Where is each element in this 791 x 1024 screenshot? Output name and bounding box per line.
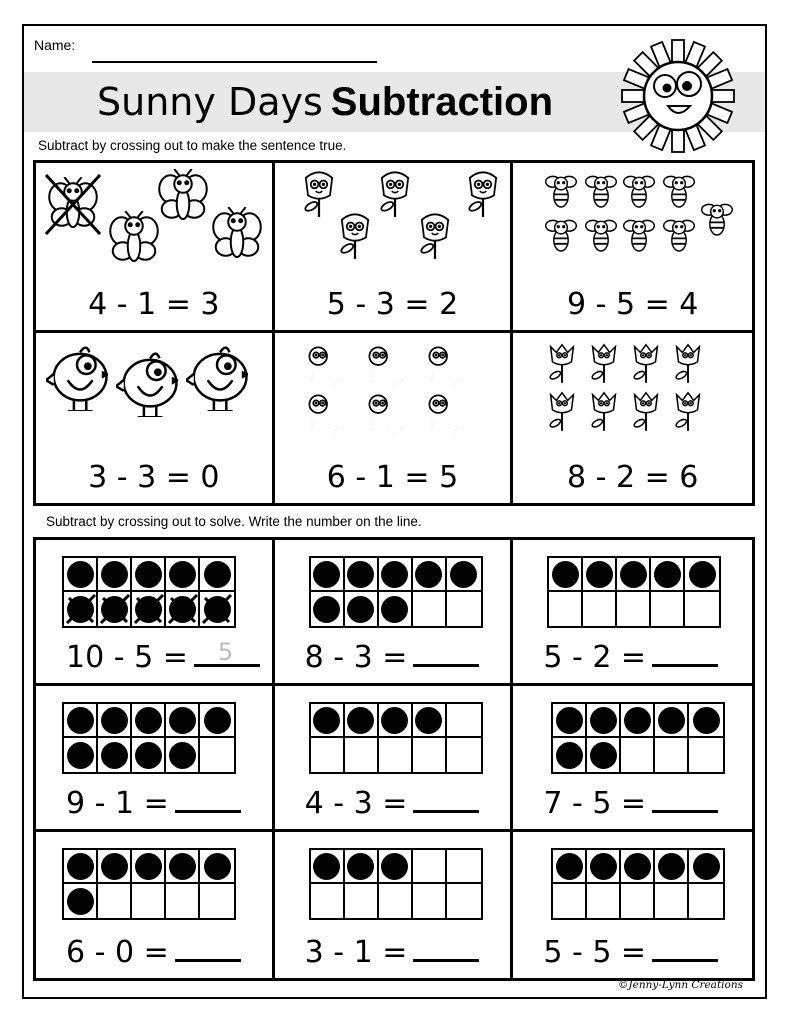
counter-dot[interactable] <box>67 853 94 880</box>
ten-frame-box[interactable] <box>379 850 413 884</box>
ten-frame-box[interactable] <box>651 558 685 592</box>
tulip-icon[interactable] <box>543 341 581 387</box>
cross-out-mark <box>98 592 132 626</box>
equation-text: 3 - 3 = 0 <box>88 460 220 495</box>
ten-frame-box[interactable] <box>132 738 166 772</box>
equation-text: 5 - 2 = <box>543 640 647 675</box>
counter-dot[interactable] <box>415 561 442 588</box>
counter-dot[interactable] <box>658 707 685 734</box>
bee-pictures <box>513 163 752 278</box>
bird-pictures <box>36 333 272 448</box>
ten-frame-problem-cell[interactable] <box>275 686 514 832</box>
ten-frame-box[interactable] <box>413 884 447 918</box>
ten-frame-box[interactable] <box>98 704 132 738</box>
ten-frame-box[interactable] <box>617 558 651 592</box>
counter-dot[interactable] <box>415 707 442 734</box>
counter-dot[interactable] <box>313 853 340 880</box>
ten-frame-box[interactable] <box>447 884 481 918</box>
ten-frame-box[interactable] <box>379 558 413 592</box>
equation-row <box>305 640 480 675</box>
ten-frame-box[interactable] <box>64 850 98 884</box>
ten-frame-box[interactable] <box>447 558 481 592</box>
ten-frame-box[interactable] <box>685 558 719 592</box>
ten-frame-box[interactable] <box>64 704 98 738</box>
tulip-icon[interactable] <box>627 389 665 435</box>
counter-dot[interactable] <box>101 742 128 769</box>
ten-frame-box[interactable] <box>166 704 200 738</box>
ten-frame-box[interactable] <box>132 850 166 884</box>
ten-frame <box>62 556 236 628</box>
tulip-icon[interactable] <box>669 389 707 435</box>
ten-frame-box[interactable] <box>379 592 413 626</box>
ten-frame-box[interactable] <box>447 850 481 884</box>
butterfly-icon[interactable] <box>48 177 98 236</box>
ten-frame-box[interactable] <box>583 592 617 626</box>
ten-frame-box[interactable] <box>345 738 379 772</box>
worm-pictures <box>275 333 511 448</box>
cross-out-mark <box>200 592 234 626</box>
counter-dot[interactable] <box>624 707 651 734</box>
counter-dot[interactable] <box>381 596 408 623</box>
ten-frame-box[interactable] <box>689 704 723 738</box>
butterfly-icon[interactable] <box>158 169 208 228</box>
ten-frame-box[interactable] <box>413 558 447 592</box>
answer-blank[interactable] <box>413 786 479 813</box>
ten-frame-problem-cell[interactable] <box>513 540 752 686</box>
bee-icon[interactable] <box>661 171 697 215</box>
counter-dot[interactable] <box>590 853 617 880</box>
ten-frame-box[interactable] <box>617 592 651 626</box>
ten-frame-box[interactable] <box>655 850 689 884</box>
picture-problem-cell[interactable] <box>513 333 752 503</box>
ten-frame-box[interactable] <box>621 850 655 884</box>
ten-frame-box[interactable] <box>655 738 689 772</box>
counter-dot[interactable] <box>135 561 162 588</box>
counter-dot[interactable] <box>67 561 94 588</box>
ten-frame-box[interactable] <box>311 558 345 592</box>
ten-frame-subtraction-grid <box>33 537 755 981</box>
butterfly-icon[interactable] <box>212 207 262 266</box>
ten-frame-box[interactable] <box>587 704 621 738</box>
counter-dot[interactable] <box>689 561 716 588</box>
equation-text: 8 - 3 = <box>304 640 408 675</box>
counter-dot[interactable] <box>658 853 685 880</box>
equation-text: 3 - 1 = <box>304 935 408 970</box>
equation-row <box>305 935 480 970</box>
ten-frame-box[interactable] <box>132 558 166 592</box>
counter-dot[interactable] <box>135 853 162 880</box>
ten-frame-box[interactable] <box>98 592 132 626</box>
ten-frame-box[interactable] <box>98 850 132 884</box>
equation-text: 9 - 1 = <box>66 786 169 821</box>
counter-dot[interactable] <box>101 853 128 880</box>
ten-frame-box[interactable] <box>447 738 481 772</box>
equation-text: 7 - 5 = <box>543 786 647 821</box>
equation-text: 4 - 1 = 3 <box>88 287 220 322</box>
counter-dot[interactable] <box>556 707 583 734</box>
counter-dot[interactable] <box>620 561 647 588</box>
ten-frame-box[interactable] <box>311 884 345 918</box>
ten-frame-box[interactable] <box>345 850 379 884</box>
counter-dot[interactable] <box>101 707 128 734</box>
equation-text: 5 - 5 = <box>543 935 647 970</box>
counter-dot[interactable] <box>101 561 128 588</box>
cross-out-mark <box>64 592 98 626</box>
answer-blank[interactable] <box>652 640 718 667</box>
counter-dot[interactable] <box>135 707 162 734</box>
flower-icon[interactable] <box>461 169 505 221</box>
cross-out-mark <box>166 592 200 626</box>
counter-dot[interactable] <box>169 561 196 588</box>
ten-frame-box[interactable] <box>132 884 166 918</box>
counter-dot[interactable] <box>654 561 681 588</box>
counter-dot[interactable] <box>169 853 196 880</box>
ten-frame-box[interactable] <box>549 592 583 626</box>
traced-answer: 5 <box>217 638 234 666</box>
worm-icon[interactable] <box>305 343 349 395</box>
title-part-1: Sunny Days <box>97 80 323 124</box>
ten-frame-box[interactable] <box>64 592 98 626</box>
equation-row <box>543 786 718 821</box>
cross-out-mark <box>132 592 166 626</box>
worm-icon[interactable] <box>365 343 409 395</box>
bee-icon[interactable] <box>583 171 619 215</box>
counter-dot[interactable] <box>347 853 374 880</box>
bee-icon[interactable] <box>543 215 579 259</box>
counter-dot[interactable] <box>204 853 231 880</box>
counter-dot[interactable] <box>381 707 408 734</box>
counter-dot[interactable] <box>381 561 408 588</box>
counter-dot[interactable] <box>135 742 162 769</box>
ten-frame-problem-cell[interactable] <box>36 686 275 832</box>
ten-frame-box[interactable] <box>98 884 132 918</box>
ten-frame-box[interactable] <box>655 884 689 918</box>
ten-frame-box[interactable] <box>166 558 200 592</box>
ten-frame-box[interactable] <box>345 558 379 592</box>
title-part-2: Subtraction <box>330 80 554 124</box>
ten-frame-box[interactable] <box>621 884 655 918</box>
counter-dot[interactable] <box>347 561 374 588</box>
ten-frame-box[interactable] <box>587 884 621 918</box>
ten-frame-box[interactable] <box>651 592 685 626</box>
ten-frame-box[interactable] <box>413 592 447 626</box>
ten-frame-box[interactable] <box>447 592 481 626</box>
picture-problem-cell[interactable] <box>36 333 275 503</box>
counter-dot[interactable] <box>313 707 340 734</box>
counter-dot[interactable] <box>552 561 579 588</box>
sun-illustration <box>618 36 738 156</box>
ten-frame-box[interactable] <box>200 738 234 772</box>
worm-icon[interactable] <box>425 343 469 395</box>
worm-icon[interactable] <box>425 391 469 443</box>
counter-dot[interactable] <box>556 853 583 880</box>
counter-dot[interactable] <box>204 561 231 588</box>
ten-frame-box[interactable] <box>553 704 587 738</box>
counter-dot[interactable] <box>556 742 583 769</box>
copyright: ©Jenny-Lynn Creations <box>617 979 743 991</box>
ten-frame-box[interactable] <box>345 592 379 626</box>
counter-dot[interactable] <box>624 853 651 880</box>
ten-frame-box[interactable] <box>379 738 413 772</box>
ten-frame-box[interactable] <box>64 884 98 918</box>
ten-frame-box[interactable] <box>379 884 413 918</box>
ten-frame-box[interactable] <box>621 738 655 772</box>
flower-icon[interactable] <box>373 169 417 221</box>
ten-frame <box>309 848 483 920</box>
equation-text: 9 - 5 = 4 <box>566 287 699 322</box>
picture-subtraction-grid <box>33 160 755 506</box>
ten-frame-box[interactable] <box>553 884 587 918</box>
tulip-icon[interactable] <box>543 389 581 435</box>
butterfly-pictures <box>36 163 272 278</box>
ten-frame-box[interactable] <box>689 738 723 772</box>
bee-icon[interactable] <box>543 171 579 215</box>
name-label: Name: <box>34 37 76 53</box>
bee-icon[interactable] <box>583 215 619 259</box>
answer-blank[interactable] <box>413 935 479 962</box>
counter-dot[interactable] <box>169 707 196 734</box>
bee-icon[interactable] <box>699 199 735 243</box>
counter-dot[interactable] <box>313 561 340 588</box>
ten-frame <box>547 556 721 628</box>
tulip-icon[interactable] <box>627 341 665 387</box>
counter-dot[interactable] <box>67 742 94 769</box>
ten-frame <box>62 702 236 774</box>
ten-frame-box[interactable] <box>132 704 166 738</box>
equation-text: 5 - 3 = 2 <box>326 287 459 322</box>
bird-icon[interactable] <box>186 343 248 415</box>
ten-frame-box[interactable] <box>413 738 447 772</box>
worksheet-title <box>97 72 553 132</box>
equation-text: 4 - 3 = <box>304 786 408 821</box>
answer-blank[interactable] <box>652 935 718 962</box>
bee-icon[interactable] <box>661 215 697 259</box>
tulip-icon[interactable] <box>585 341 623 387</box>
ten-frame <box>551 702 725 774</box>
picture-problem-cell[interactable] <box>513 163 752 333</box>
ten-frame-box[interactable] <box>311 704 345 738</box>
flower-pictures <box>275 163 511 278</box>
ten-frame-box[interactable] <box>345 704 379 738</box>
bird-icon[interactable] <box>116 349 178 421</box>
ten-frame-box[interactable] <box>98 738 132 772</box>
counter-dot[interactable] <box>450 561 477 588</box>
equation-row <box>543 935 718 970</box>
flower-icon[interactable] <box>413 211 457 263</box>
picture-problem-cell[interactable] <box>36 163 275 333</box>
counter-dot[interactable] <box>590 742 617 769</box>
counter-dot[interactable] <box>347 707 374 734</box>
ten-frame-box[interactable] <box>200 884 234 918</box>
section1-instruction: Subtract by crossing out to make the sentence true. <box>38 138 347 153</box>
counter-dot[interactable] <box>169 742 196 769</box>
equation-text: 10 - 5 = <box>66 640 188 675</box>
ten-frame-problem-cell[interactable] <box>36 540 275 686</box>
worm-icon[interactable] <box>365 391 409 443</box>
counter-dot[interactable] <box>67 888 94 915</box>
bee-icon[interactable] <box>621 215 657 259</box>
ten-frame-box[interactable] <box>447 704 481 738</box>
ten-frame-problem-cell[interactable] <box>513 686 752 832</box>
ten-frame-box[interactable] <box>64 558 98 592</box>
answer-blank[interactable] <box>652 786 718 813</box>
tulip-icon[interactable] <box>669 341 707 387</box>
tulip-icon[interactable] <box>585 389 623 435</box>
ten-frame-box[interactable] <box>200 592 234 626</box>
counter-dot[interactable] <box>693 707 720 734</box>
ten-frame-box[interactable] <box>587 738 621 772</box>
ten-frame-box[interactable] <box>689 884 723 918</box>
equation-row <box>66 640 260 675</box>
counter-dot[interactable] <box>67 707 94 734</box>
equation-text: 6 - 1 = 5 <box>326 460 459 495</box>
ten-frame-box[interactable] <box>685 592 719 626</box>
name-field-line[interactable] <box>92 61 377 63</box>
tulip-pictures <box>513 333 752 448</box>
answer-blank[interactable] <box>413 640 479 667</box>
ten-frame-box[interactable] <box>200 704 234 738</box>
ten-frame-box[interactable] <box>311 850 345 884</box>
picture-problem-cell[interactable] <box>275 333 514 503</box>
bird-icon[interactable] <box>46 343 108 415</box>
equation-row <box>66 786 241 821</box>
picture-problem-cell[interactable] <box>275 163 514 333</box>
ten-frame-box[interactable] <box>166 592 200 626</box>
counter-dot[interactable] <box>586 561 613 588</box>
counter-dot[interactable] <box>347 596 374 623</box>
ten-frame-problem-cell[interactable] <box>36 832 275 978</box>
ten-frame-box[interactable] <box>311 738 345 772</box>
counter-dot[interactable] <box>204 707 231 734</box>
equation-text: 6 - 0 = <box>66 935 169 970</box>
ten-frame-box[interactable] <box>345 884 379 918</box>
ten-frame-box[interactable] <box>553 850 587 884</box>
section2-instruction: Subtract by crossing out to solve. Write the number on the line. <box>46 514 422 529</box>
ten-frame-box[interactable] <box>200 558 234 592</box>
ten-frame-box[interactable] <box>311 592 345 626</box>
ten-frame-box[interactable] <box>413 850 447 884</box>
ten-frame-box[interactable] <box>200 850 234 884</box>
ten-frame-box[interactable] <box>98 558 132 592</box>
ten-frame <box>309 702 483 774</box>
ten-frame-problem-cell[interactable] <box>513 832 752 978</box>
flower-icon[interactable] <box>333 211 377 263</box>
ten-frame <box>551 848 725 920</box>
ten-frame-box[interactable] <box>413 704 447 738</box>
worm-icon[interactable] <box>305 391 349 443</box>
answer-blank[interactable] <box>175 935 241 962</box>
equation-text: 8 - 2 = 6 <box>566 460 699 495</box>
counter-dot[interactable] <box>693 853 720 880</box>
equation-row <box>305 786 480 821</box>
bee-icon[interactable] <box>621 171 657 215</box>
ten-frame-box[interactable] <box>549 558 583 592</box>
answer-blank[interactable] <box>194 640 260 667</box>
ten-frame-problem-cell[interactable] <box>275 832 514 978</box>
ten-frame-box[interactable] <box>621 704 655 738</box>
butterfly-icon[interactable] <box>109 211 159 270</box>
equation-row <box>543 640 718 675</box>
counter-dot[interactable] <box>590 707 617 734</box>
ten-frame-box[interactable] <box>379 704 413 738</box>
ten-frame-box[interactable] <box>166 850 200 884</box>
ten-frame-box[interactable] <box>587 850 621 884</box>
ten-frame <box>309 556 483 628</box>
ten-frame-box[interactable] <box>583 558 617 592</box>
ten-frame-box[interactable] <box>132 592 166 626</box>
ten-frame-problem-cell[interactable] <box>275 540 514 686</box>
ten-frame-box[interactable] <box>64 738 98 772</box>
ten-frame-box[interactable] <box>166 738 200 772</box>
ten-frame <box>62 848 236 920</box>
counter-dot[interactable] <box>381 853 408 880</box>
ten-frame-box[interactable] <box>166 884 200 918</box>
equation-row <box>66 935 241 970</box>
answer-blank[interactable] <box>175 786 241 813</box>
counter-dot[interactable] <box>313 596 340 623</box>
ten-frame-box[interactable] <box>553 738 587 772</box>
ten-frame-box[interactable] <box>655 704 689 738</box>
ten-frame-box[interactable] <box>689 850 723 884</box>
